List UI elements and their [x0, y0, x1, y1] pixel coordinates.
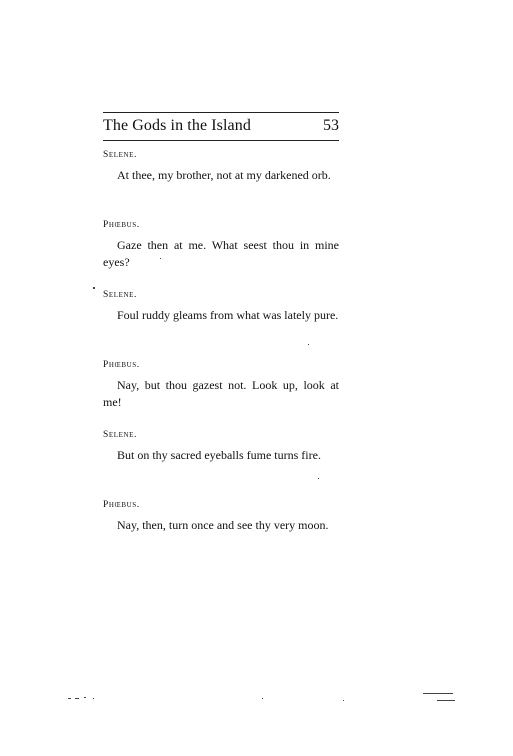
scan-speck: [437, 700, 455, 701]
speaker-name: Phœbus.: [103, 360, 140, 370]
dialogue-entry: [103, 499, 339, 534]
dialogue-entry: [103, 359, 339, 411]
speaker-name: Phœbus.: [103, 220, 140, 230]
speaker-name: Selene.: [103, 290, 138, 300]
spoken-line: At thee, my brother, not at my darkened orb.: [117, 168, 331, 182]
spoken-line: Nay, then, turn once and see thy very moon.: [117, 518, 329, 532]
scan-speck: [318, 478, 319, 479]
scan-speck: [93, 287, 95, 289]
dialogue-entry: [103, 149, 339, 184]
spoken-line: Nay, but thou gazest not. Look up, look at me!: [103, 378, 339, 409]
running-head: [103, 116, 339, 138]
page-number: 53: [323, 117, 339, 134]
header-top-rule: [103, 112, 339, 113]
scan-speck: [262, 698, 263, 699]
scan-speck: [84, 697, 86, 698]
dialogue-entry: [103, 219, 339, 271]
spoken-line: But on thy sacred eyeballs fume turns fire.: [117, 448, 321, 462]
scan-speck: [93, 698, 94, 699]
speaker-name: Selene.: [103, 150, 138, 160]
scan-speck: [75, 698, 79, 699]
scan-speck: [308, 344, 309, 345]
speaker-name: Selene.: [103, 430, 138, 440]
scan-speck: [68, 698, 71, 699]
scan-speck: [343, 700, 344, 701]
dialogue-entry: [103, 429, 339, 464]
spoken-line: Foul ruddy gleams from what was lately pure.: [117, 308, 339, 322]
speaker-name: Phœbus.: [103, 500, 140, 510]
header-bottom-rule: [103, 140, 339, 141]
spoken-line: Gaze then at me. What seest thou in mine eyes?: [103, 238, 339, 269]
scan-speck: [160, 258, 161, 259]
running-title: The Gods in the Island: [103, 117, 251, 134]
dialogue-entry: [103, 289, 339, 324]
scan-speck: [423, 693, 453, 694]
